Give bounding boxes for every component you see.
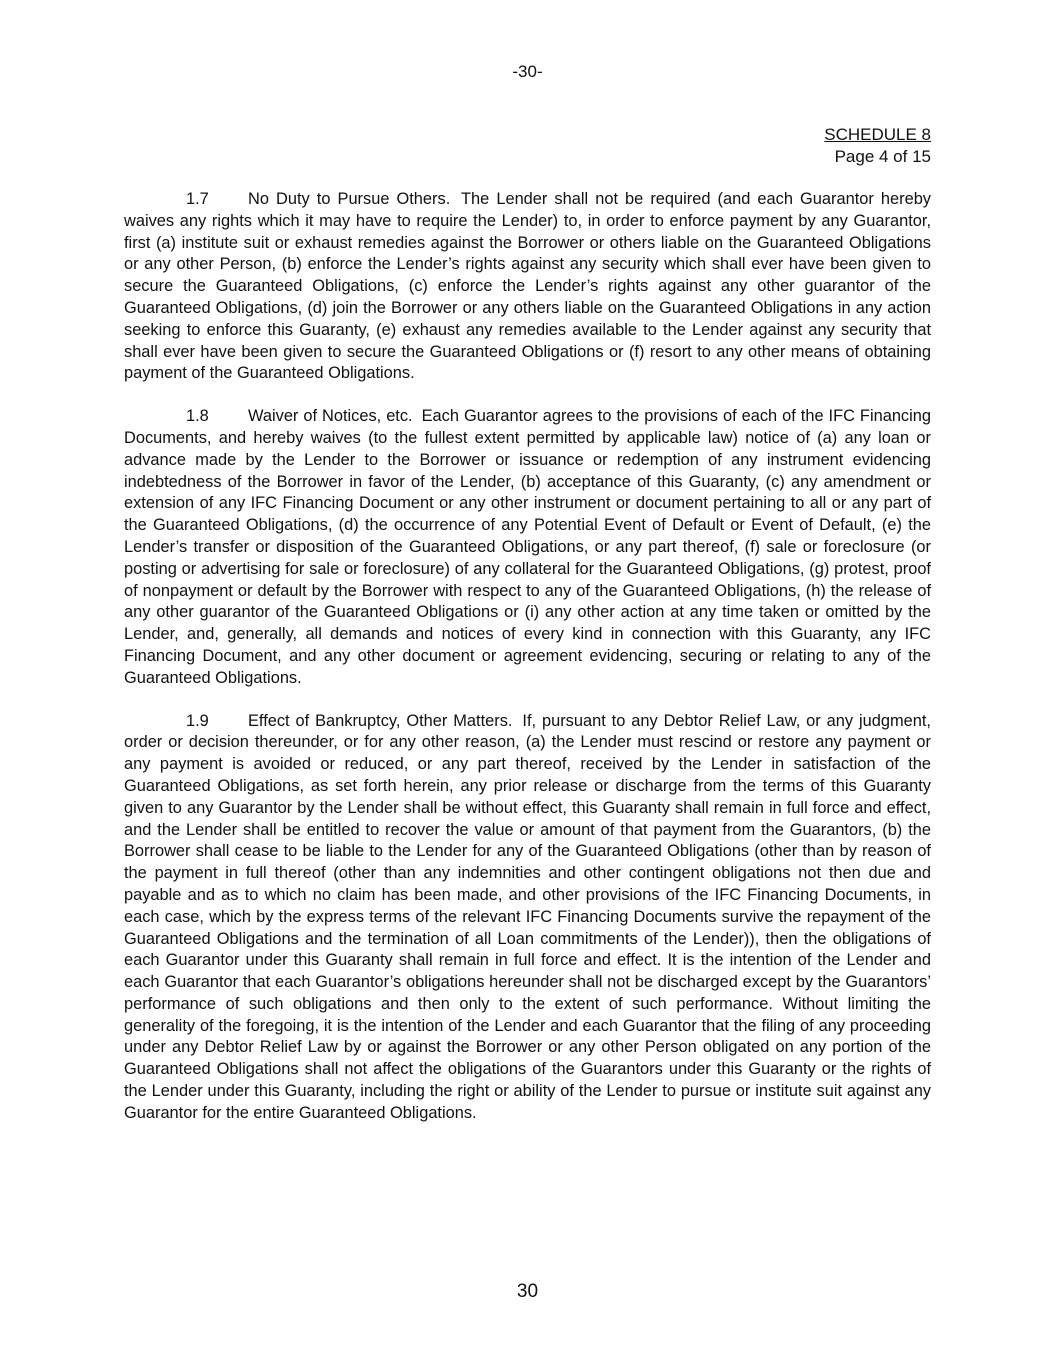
paragraph-1-8 <box>124 406 931 689</box>
paragraph-text: If, pursuant to any Debtor Relief Law, or any judgment, order or decision thereunder, or for any other reason, (a) the Lender must rescind or restore any payment or any payment is avoided or reduced, or any part thereof, received by the Lender in satisfaction of the Guaranteed Obligations, as set forth herein, any prior release or discharge from the terms of this Guaranty given to any Guarantor by the Lender shall be without effect, this Guaranty shall remain in full force and effect, and the Lender shall be entitled to recover the value or amount of that payment from the Guarantors, (b) the Borrower shall cease to be liable to the Lender for any of the Guaranteed Obligations (other than by reason of the payment in full thereof (other than any indemnities and other contingent obligations not then due and payable and as to which no claim has been made, and other provisions of the IFC Financing Documents, in each case, which by the express terms of the relevant IFC Financing Documents survive the repayment of the Guaranteed Obligations and the termination of all Loan commitments of the Lender)), then the obligations of each Guarantor under this Guaranty shall remain in full force and effect. It is the intention of the Lender and each Guarantor that each Guarantor’s obligations hereunder shall not be discharged except by the Guarantors’ performance of such obligations and then only to the extent of such performance. Without limiting the generality of the foregoing, it is the intention of the Lender and each Guarantor that the filing of any proceeding under any Debtor Relief Law by or against the Borrower or any other Person obligated on any portion of the Guaranteed Obligations shall not affect the obligations of the Guarantors under this Guaranty or the rights of the Lender under this Guaranty, including the right or ability of the Lender to pursue or institute suit against any Guarantor for the entire Guaranteed Obligations. <box>124 711 931 1122</box>
paragraph-1-9 <box>124 711 931 1125</box>
document-body <box>124 189 931 1146</box>
schedule-page-indicator: Page 4 of 15 <box>834 147 931 166</box>
paragraph-text: Each Guarantor agrees to the provisions of each of the IFC Financing Documents, and hereby waives (to the fullest extent permitted by applicable law) notice of (a) any loan or advance made by the Lender to the Borrower or issuance or redemption of any instrument evidencing indebtedness of the Borrower in favor of the Lender, (b) acceptance of this Guaranty, (c) any amendment or extension of any IFC Financing Document or any other instrument or document pertaining to all or any part of the Guaranteed Obligations, (d) the occurrence of any Potential Event of Default or Event of Default, (e) the Lender’s transfer or disposition of the Guaranteed Obligations, or any part thereof, (f) sale or foreclosure (or posting or advertising for sale or foreclosure) of any collateral for the Guaranteed Obligations, (g) protest, proof of nonpayment or default by the Borrower with respect to any of the Guaranteed Obligations, (h) the release of any other guarantor of the Guaranteed Obligations or (i) any other action at any time taken or omitted by the Lender, and, generally, all demands and notices of every kind in connection with this Guaranty, any IFC Financing Document, and any other document or agreement evidencing, securing or relating to any of the Guaranteed Obligations. <box>124 407 931 687</box>
schedule-title: SCHEDULE 8 <box>824 125 931 144</box>
schedule-header <box>824 124 931 168</box>
page-number-footer: 30 <box>516 1281 539 1302</box>
paragraph-number: 1.9 <box>186 711 209 730</box>
paragraph-1-7 <box>124 189 931 385</box>
paragraph-number: 1.7 <box>186 190 209 208</box>
paragraph-heading: Effect of Bankruptcy, Other Matters. <box>248 711 513 730</box>
paragraph-heading: No Duty to Pursue Others. <box>248 190 451 208</box>
paragraph-number: 1.8 <box>186 407 209 426</box>
paragraph-text: The Lender shall not be required (and each Guarantor hereby waives any rights which it may have to require the Lender) to, in order to enforce payment by any Guarantor, first (a) institute suit or exhaust remedies against the Borrower or others liable on the Guaranteed Obligations or any other Person, (b) enforce the Lender’s rights against any security which shall ever have been given to secure the Guaranteed Obligations, (c) enforce the Lender’s rights against any other guarantor of the Guaranteed Obligations, (d) join the Borrower or any others liable on the Guaranteed Obligations in any action seeking to enforce this Guaranty, (e) exhaust any remedies available to the Lender against any security that shall ever have been given to secure the Guaranteed Obligations or (f) resort to any other means of obtaining payment of the Guaranteed Obligations. <box>124 190 932 383</box>
page-marker-top: -30- <box>512 62 543 81</box>
paragraph-heading: Waiver of Notices, etc. <box>248 407 413 426</box>
